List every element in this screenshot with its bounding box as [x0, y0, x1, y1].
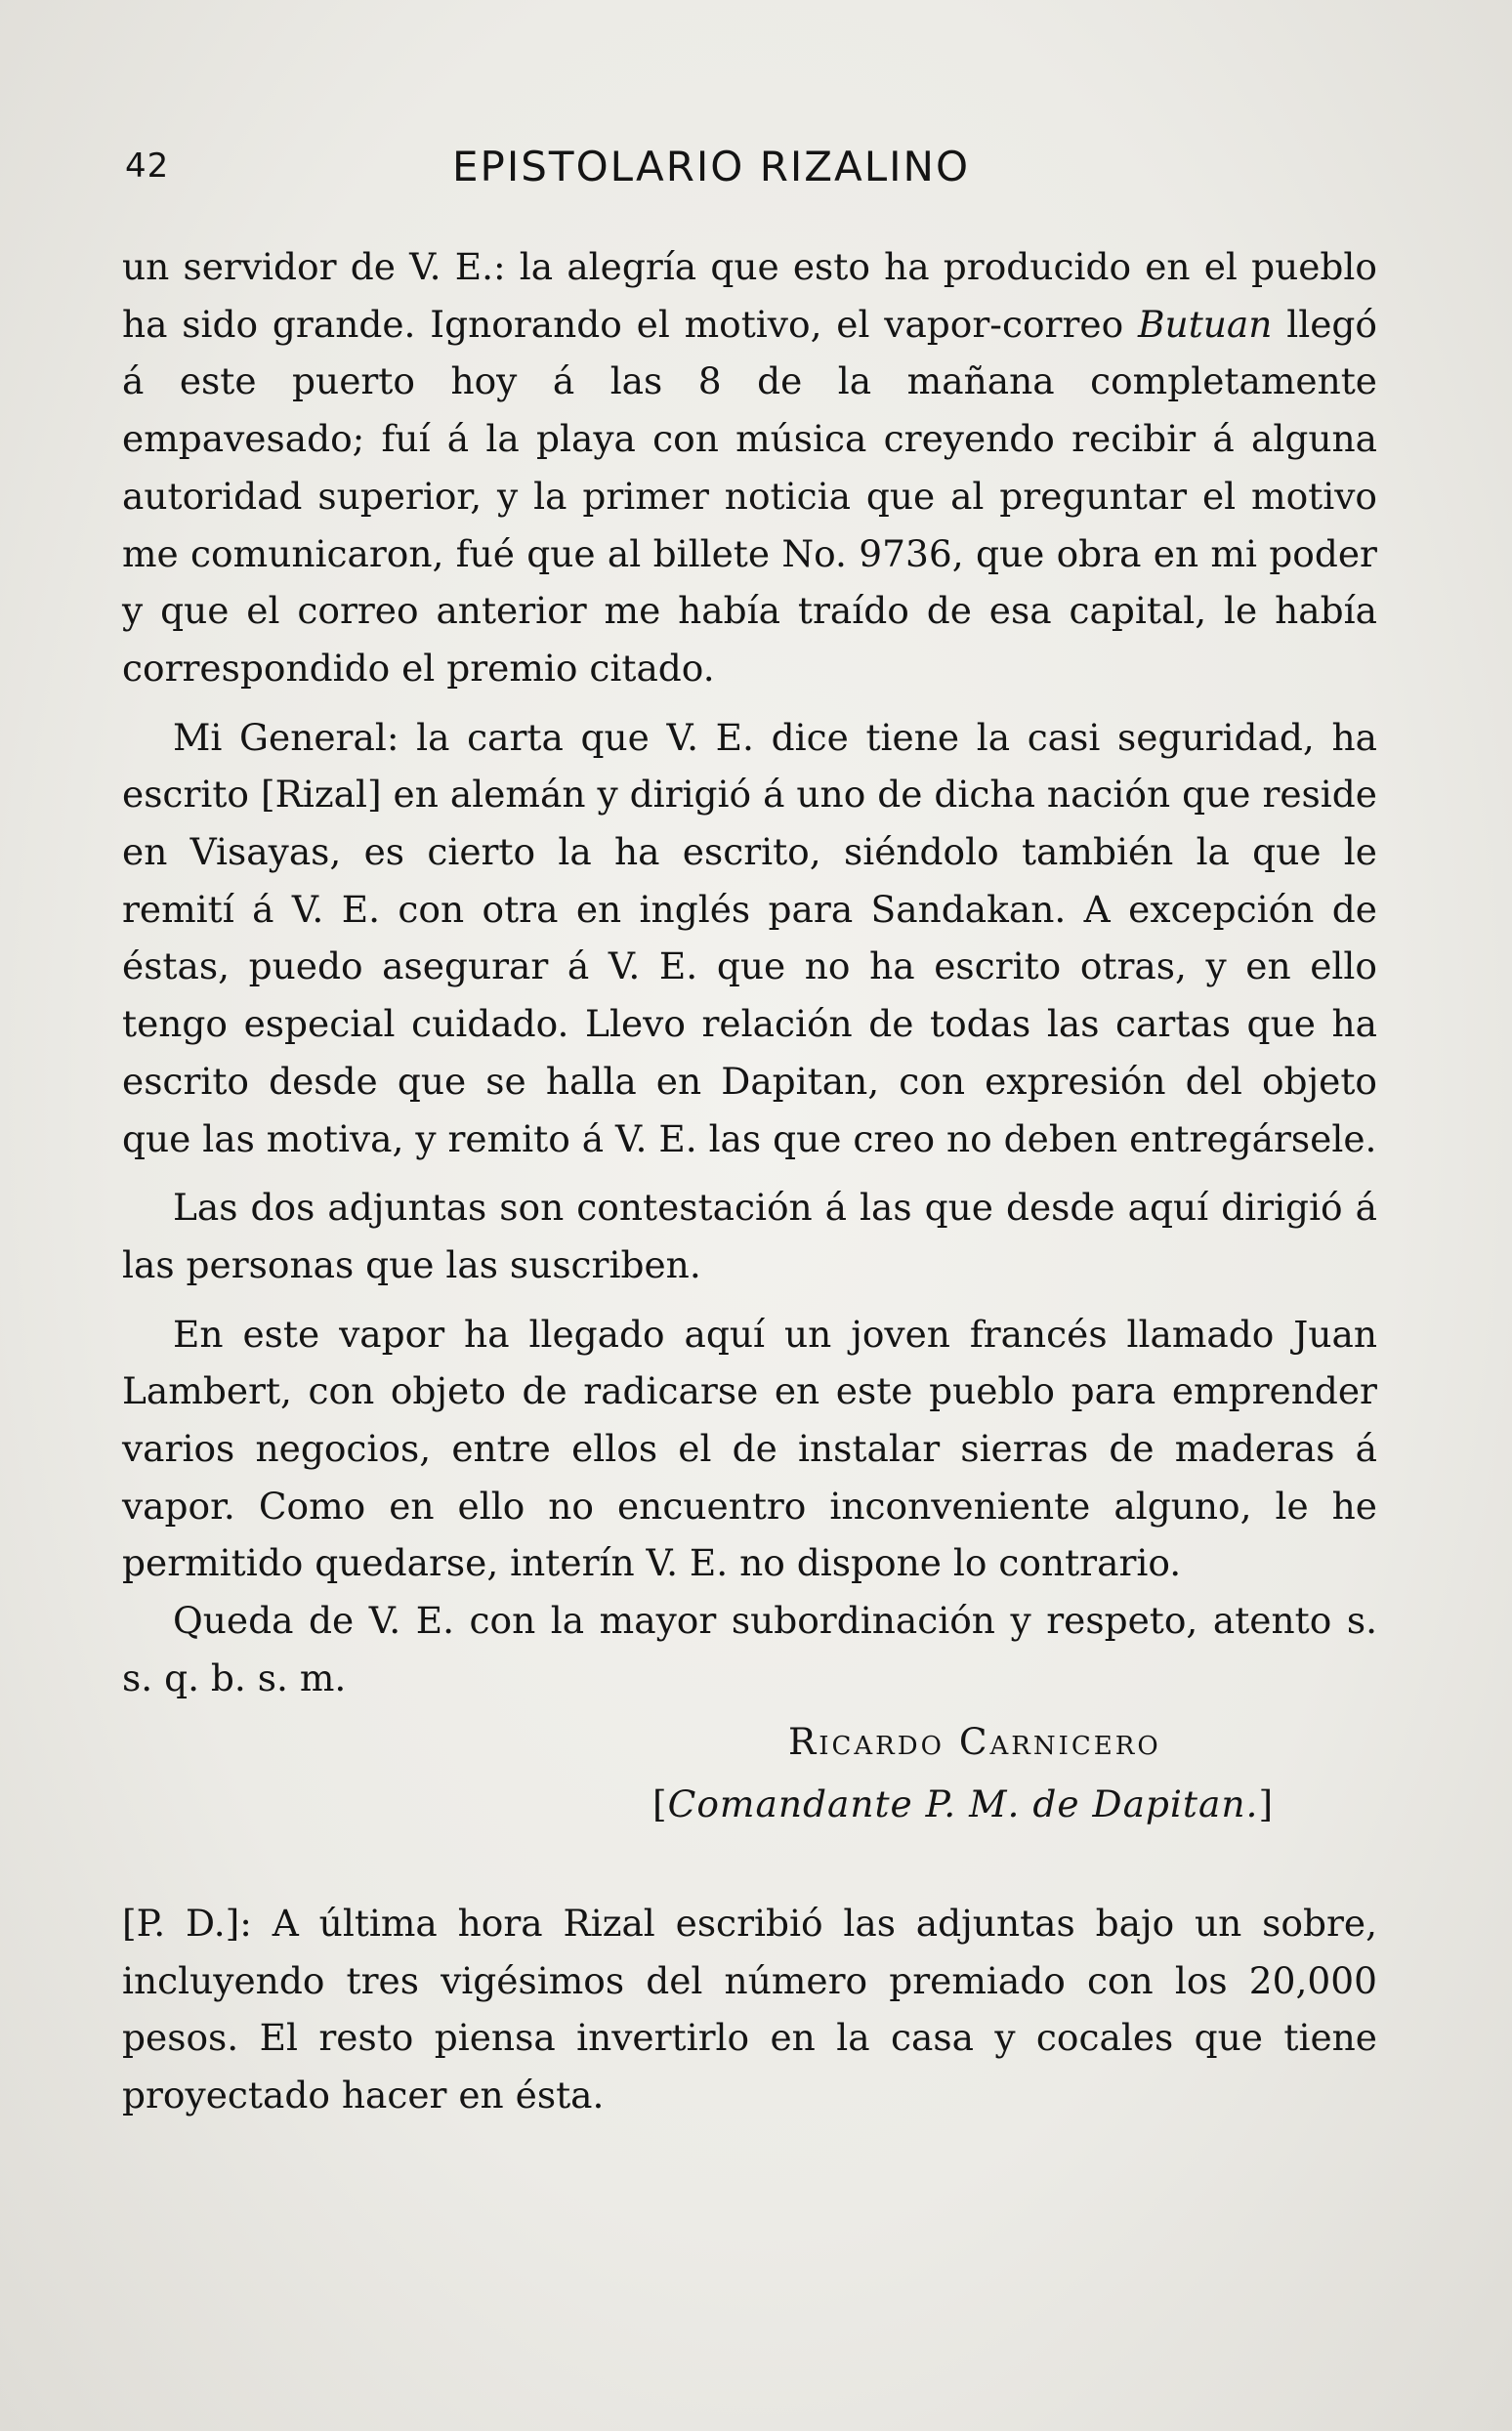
paragraph-4: En este vapor ha llegado aquí un joven francés llamado Juan Lambert, con objeto de radicarse en este pueblo para emprender varios negocios, entre ellos el de instalar sierras de maderas á vapor. Como en ello no encuentro inconveniente alguno, le he permitido quedarse, interín V. E. no dispone lo contrario.	[122, 1312, 1377, 1585]
postscript-text: : A última hora Rizal escribió las adjuntas bajo un sobre, incluyendo tres vigésimos del número premiado con los 20,000 pesos. El resto piensa invertirlo en la casa y cocales que tiene proyectado hacer en ésta.	[122, 1902, 1377, 2117]
paragraph-1-end: llegó á este puerto hoy á las 8 de la mañana completamente empavesado; fuí á la playa con música creyendo recibir á alguna autoridad superior, y la primer noticia que al preguntar el motivo me comunicaron, fué que al billete No. 9736, que obra en mi poder y que el correo anterior me había traído de esa capital, le había correspondido el premio citado.	[122, 302, 1377, 690]
paragraph-1-start: un servidor de V. E.: la alegría que esto ha producido en el pueblo ha sido grande. Ignorando el motivo, el vapor-correo	[122, 245, 1377, 346]
signer-title-text: Comandante P. M. de Dapitan.	[667, 1782, 1259, 1825]
signer-title-close-bracket: ]	[1258, 1782, 1275, 1825]
paragraph-1	[122, 238, 1377, 697]
running-head: EPISTOLARIO RIZALINO	[452, 143, 971, 190]
signer-title-open-bracket: [	[652, 1782, 668, 1825]
signer-title	[652, 1774, 1274, 1834]
paragraph-3: Las dos adjuntas son contestación á las que desde aquí dirigió á las personas que las suscriben.	[122, 1186, 1377, 1286]
letter-body	[122, 238, 1377, 1707]
postscript-label: [P. D.]	[122, 1902, 240, 1945]
page-number: 42	[125, 147, 170, 186]
page-header	[125, 143, 1385, 205]
paragraph-2: Mi General: la carta que V. E. dice tiene la casi seguridad, ha escrito [Rizal] en alemán y dirigió á uno de dicha nación que reside en Visayas, es cierto la ha escrito, siéndolo también la que le remití á V. E. con otra en inglés para Sandakan. A excepción de éstas, puedo asegurar á V. E. que no ha escrito otras, y en ello tengo especial cuidado. Llevo relación de todas las cartas que ha escrito desde que se halla en Dapitan, con expresión del objeto que las motiva, y remito á V. E. las que creo no deben entregársele.	[122, 715, 1377, 1160]
paragraph-5: Queda de V. E. con la mayor subordinación y respeto, atento s. s. q. b. s. m.	[122, 1599, 1377, 1699]
postscript	[122, 1895, 1377, 2124]
ship-name: Butuan	[1137, 302, 1273, 346]
postscript-paragraph	[122, 1895, 1377, 2124]
signer-name: Ricardo Carnicero	[788, 1720, 1161, 1763]
